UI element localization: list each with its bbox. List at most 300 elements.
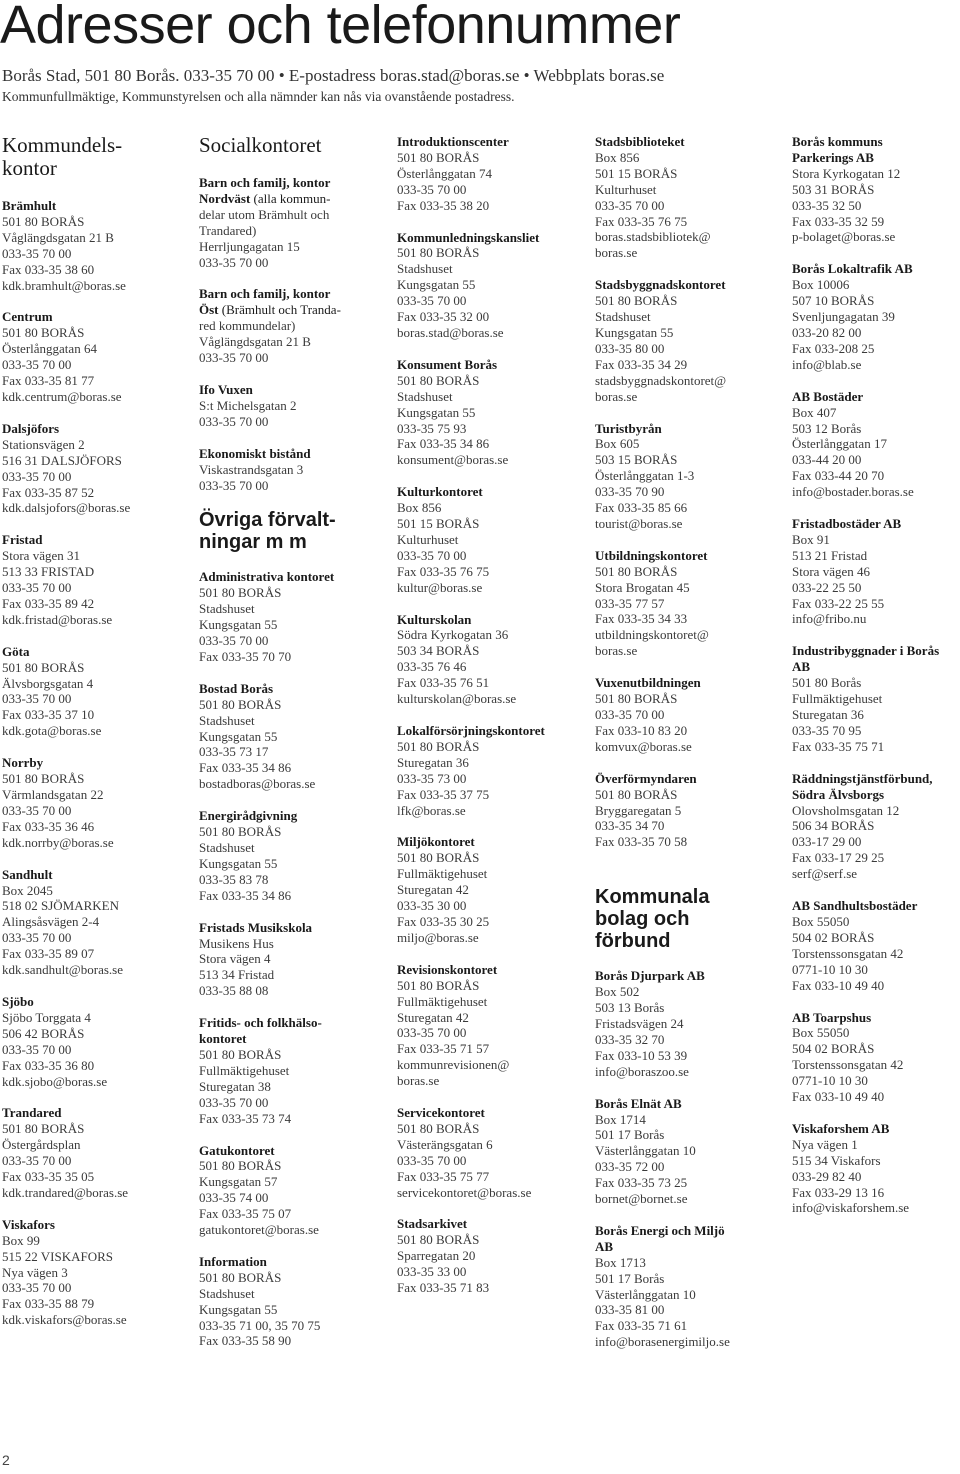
- email-link[interactable]: info@borasenergimiljo.se: [595, 1334, 730, 1350]
- address-line: 033-17 29 00: [792, 834, 862, 850]
- entry-name: Kulturskolan: [397, 611, 472, 627]
- section-title: Socialkontoret: [199, 133, 322, 157]
- address-line: Kungsgatan 55: [397, 277, 476, 293]
- entry-name-suffix: (alla kommun-: [250, 190, 331, 206]
- page-number: 2: [2, 1452, 10, 1468]
- address-line: 501 80 BORÅS: [397, 850, 480, 866]
- email-link[interactable]: boras.stad@boras.se: [397, 324, 504, 340]
- address-line: 501 15 BORÅS: [397, 516, 480, 532]
- address-line: Fristadsvägen 24: [595, 1015, 684, 1031]
- email-link[interactable]: serf@serf.se: [792, 866, 858, 882]
- column-bolag: [792, 134, 960, 1232]
- address-line: boras.se: [397, 1073, 440, 1089]
- address-line: Nya vägen 3: [2, 1264, 68, 1280]
- entry-name: Energirådgivning: [199, 808, 298, 824]
- address-line: Fax 033-35 76 75: [595, 213, 688, 229]
- email-link[interactable]: kdk.dalsjofors@boras.se: [2, 500, 131, 516]
- address-line: Fax 033-35 71 61: [595, 1318, 688, 1334]
- address-line: 501 80 BORÅS: [397, 1120, 480, 1136]
- entry-name: Utbildningskontoret: [595, 547, 708, 563]
- email-link[interactable]: kdk.sandhult@boras.se: [2, 962, 124, 978]
- address-entry: [199, 808, 369, 903]
- address-line: Box 1714: [595, 1111, 646, 1127]
- page-title: Adresser och telefonnummer: [0, 0, 681, 55]
- address-line: Fax 033-35 70 70: [199, 648, 292, 664]
- address-line: 033-35 70 00: [2, 691, 72, 707]
- address-line: Box 55050: [792, 1025, 850, 1041]
- address-line: 501 80 BORÅS: [2, 1121, 85, 1137]
- address-line: Sturegatan 38: [199, 1078, 271, 1094]
- address-entry: [595, 675, 765, 755]
- address-line: Box 605: [595, 436, 640, 452]
- address-line: Fax 033-35 58 90: [199, 1333, 292, 1349]
- address-entry: [595, 968, 765, 1079]
- address-entry: [595, 134, 765, 261]
- entry-name: Brämhult: [2, 198, 57, 213]
- address-line: Fax 033-35 75 77: [397, 1168, 490, 1184]
- address-line: 501 80 BORÅS: [397, 149, 480, 165]
- address-line: 501 80 BORÅS: [199, 1269, 282, 1285]
- entry-name: Ifo Vuxen: [199, 381, 253, 397]
- email-link[interactable]: gatukontoret@boras.se: [199, 1222, 319, 1238]
- address-line: 501 80 BORÅS: [397, 977, 480, 993]
- address-line: 033-35 70 00: [199, 413, 269, 429]
- email-link[interactable]: p-bolaget@boras.se: [792, 229, 896, 245]
- entry-name: Information: [199, 1253, 267, 1269]
- address-line: Fax 033-29 13 16: [792, 1184, 885, 1200]
- entry-name: Fristads Musikskola: [199, 919, 313, 935]
- address-line: 033-44 20 00: [792, 452, 862, 468]
- entry-name: Borås Elnät AB: [595, 1095, 682, 1111]
- address-line: 516 31 DALSJÖFORS: [2, 452, 122, 468]
- address-entry: [199, 446, 369, 494]
- address-line: 501 80 BORÅS: [199, 1046, 282, 1062]
- address-line: Kungsgatan 55: [595, 324, 674, 340]
- address-entry: [792, 1010, 960, 1105]
- entry-name: AB Sandhultsbostäder: [792, 898, 918, 914]
- address-entry: [792, 898, 960, 993]
- address-entry: [397, 134, 567, 214]
- address-line: 033-35 70 00: [397, 293, 467, 309]
- address-line: Fullmäktigehuset: [397, 866, 488, 882]
- entry-name: Borås Djurpark AB: [595, 968, 705, 984]
- address-entry: [397, 1105, 567, 1200]
- address-line: 033-35 70 00: [397, 1152, 467, 1168]
- address-entry: [397, 723, 567, 818]
- entry-name: Räddningstjänstförbund, Södra Älvsborgs: [792, 770, 933, 802]
- address-line: 033-35 70 00: [199, 1094, 269, 1110]
- address-line: Sjöbo Torggata 4: [2, 1009, 91, 1025]
- address-line: 033-35 70 00: [397, 547, 467, 563]
- address-line: 033-35 70 00: [2, 1280, 72, 1296]
- address-line: Fullmäktigehuset: [397, 993, 488, 1009]
- address-line: 033-35 70 00: [397, 181, 467, 197]
- entry-name: Dalsjöfors: [2, 420, 60, 436]
- address-entry: [792, 389, 960, 500]
- address-line: Stadshuset: [199, 601, 255, 617]
- address-line: 033-35 70 00: [2, 580, 72, 596]
- address-line: Stadshuset: [199, 840, 255, 855]
- column-bibliotek-bolag: [595, 134, 765, 1366]
- address-line: Våglängdsgatan 21 B: [2, 229, 114, 245]
- address-entry: [199, 1254, 369, 1349]
- entry-name: Revisionskontoret: [397, 961, 498, 977]
- address-entry: [397, 484, 567, 595]
- address-line: Fax 033-35 76 75: [397, 563, 490, 579]
- column-socialkontoret: [199, 134, 369, 1365]
- address-line: 033-35 70 00: [595, 707, 665, 722]
- address-line: Trandared): [199, 222, 257, 238]
- address-line: 507 10 BORÅS: [792, 293, 875, 309]
- address-line: Stora vägen 4: [199, 951, 271, 967]
- email-link[interactable]: info@blab.se: [792, 356, 862, 372]
- address-line: Stadshuset: [595, 309, 651, 325]
- address-line: 033-35 70 00: [2, 468, 72, 484]
- address-line: 504 02 BORÅS: [792, 1041, 875, 1057]
- address-line: Fax 033-35 87 52: [2, 484, 95, 500]
- address-line: 513 21 Fristad: [792, 547, 868, 563]
- address-line: Fax 033-35 75 71: [792, 738, 885, 754]
- entry-name: AB Bostäder: [792, 388, 864, 404]
- entry-name: Borås Lokaltrafik AB: [792, 261, 913, 277]
- entry-name: Borås Energi och Miljö AB: [595, 1222, 725, 1254]
- address-entry: [199, 286, 369, 366]
- email-link[interactable]: boras.stadsbibliotek@: [595, 229, 711, 245]
- email-link[interactable]: kdk.viskafors@boras.se: [2, 1312, 127, 1328]
- address-entry: [199, 681, 369, 792]
- address-line: 033-35 75 93: [397, 420, 467, 436]
- contact-line: Borås Stad, 501 80 Borås. 033-35 70 00 • E-postadress boras.stad@boras.se • Webbplats boras.se: [2, 66, 665, 85]
- address-entry: [397, 612, 567, 707]
- address-line: delar utom Brämhult och: [199, 206, 330, 222]
- address-line: Box 502: [595, 984, 640, 1000]
- address-line: Box 1713: [595, 1254, 646, 1270]
- address-line: 513 34 Fristad: [199, 967, 275, 983]
- postal-note: Kommunfullmäktige, Kommunstyrelsen och alla nämnder kan nås via ovanstående postadress.: [2, 89, 515, 104]
- address-line: Stationsvägen 2: [2, 436, 85, 452]
- entry-name: Miljökontoret: [397, 834, 475, 850]
- address-line: Box 856: [595, 149, 640, 165]
- address-line: 033-35 34 70: [595, 818, 665, 834]
- address-line: 033-22 25 50: [792, 579, 862, 595]
- address-line: 033-35 70 00: [595, 197, 665, 213]
- entry-name: Öst (Brämhult och Tranda-: [199, 302, 341, 318]
- address-line: Kungsgatan 55: [397, 404, 476, 420]
- address-line: Stadshuset: [397, 261, 453, 277]
- address-line: Box 2045: [2, 882, 53, 898]
- address-line: 501 17 Borås: [595, 1127, 665, 1143]
- address-line: Stora vägen 31: [2, 548, 80, 564]
- address-line: 033-35 73 17: [199, 744, 269, 760]
- address-line: Värmlandsgatan 22: [2, 787, 104, 802]
- address-line: 501 80 BORÅS: [595, 786, 678, 802]
- address-line: Södra Kyrkogatan 36: [397, 627, 509, 643]
- email-link[interactable]: bostadboras@boras.se: [199, 776, 316, 792]
- email-link[interactable]: info@viskaforshem.se: [792, 1200, 910, 1216]
- address-line: Österlånggatan 64: [2, 341, 97, 357]
- address-entry: [792, 134, 960, 245]
- address-line: Box 856: [397, 500, 442, 516]
- address-line: 501 80 BORÅS: [397, 1232, 480, 1248]
- address-line: 033-35 70 90: [595, 484, 665, 500]
- address-line: 0771-10 10 30: [792, 961, 868, 977]
- address-line: 033-35 83 78: [199, 871, 269, 887]
- address-line: 501 80 BORÅS: [2, 771, 85, 787]
- email-link[interactable]: kdk.trandared@boras.se: [2, 1184, 129, 1200]
- address-line: Fax 033-35 34 29: [595, 356, 688, 372]
- address-line: 501 80 BORÅS: [397, 738, 480, 754]
- address-line: 503 31 BORÅS: [792, 181, 875, 197]
- address-line: Fax 033-35 30 25: [397, 913, 490, 929]
- email-link[interactable]: servicekontoret@boras.se: [397, 1184, 532, 1200]
- address-line: 515 34 Viskafors: [792, 1152, 881, 1168]
- entry-name: AB Toarpshus: [792, 1009, 872, 1025]
- address-line: Fax 033-35 34 33: [595, 611, 688, 627]
- email-link[interactable]: kulturskolan@boras.se: [397, 691, 517, 707]
- address-line: 033-20 82 00: [792, 324, 862, 340]
- entry-name: Gatukontoret: [199, 1142, 275, 1158]
- address-line: Sturegatan 36: [792, 707, 864, 722]
- address-line: 501 17 Borås: [595, 1270, 665, 1286]
- entry-name: Kulturkontoret: [397, 484, 483, 500]
- address-line: 033-29 82 40: [792, 1168, 862, 1184]
- address-line: Kungsgatan 55: [199, 1301, 278, 1317]
- email-link[interactable]: kultur@boras.se: [397, 579, 483, 595]
- address-line: Fax 033-35 34 86: [199, 887, 292, 903]
- address-entry: [2, 421, 172, 516]
- address-line: Fax 033-35 75 07: [199, 1206, 292, 1222]
- entry-name: Barn och familj, kontor: [199, 286, 331, 302]
- entry-name-suffix: (Brämhult och Tranda-: [218, 302, 341, 318]
- address-entry: [397, 834, 567, 945]
- email-link[interactable]: kdk.sjobo@boras.se: [2, 1073, 108, 1089]
- address-line: Kungsgatan 55: [199, 855, 278, 871]
- address-line: Fax 033-10 53 39: [595, 1047, 688, 1063]
- address-line: 033-35 30 00: [397, 898, 467, 914]
- address-line: 033-35 70 00: [2, 357, 72, 373]
- address-entry: [595, 771, 765, 851]
- address-line: Sparregatan 20: [397, 1248, 476, 1264]
- email-link[interactable]: utbildningskontoret@: [595, 627, 709, 643]
- entry-name: Lokalförsörjningskontoret: [397, 723, 545, 738]
- column-forvaltningar: [397, 134, 567, 1312]
- address-line: Kungsgatan 57: [199, 1174, 278, 1190]
- address-line: 515 22 VISKAFORS: [2, 1248, 114, 1264]
- address-entry: [2, 644, 172, 739]
- address-line: Stora vägen 46: [792, 563, 870, 579]
- address-line: Stora Brogatan 45: [595, 579, 690, 595]
- address-line: Västerlånggatan 10: [595, 1286, 696, 1302]
- email-link[interactable]: info@boraszoo.se: [595, 1063, 689, 1079]
- address-line: Stadshuset: [199, 712, 255, 728]
- address-line: boras.se: [595, 245, 638, 261]
- address-line: 501 80 BORÅS: [199, 585, 282, 601]
- address-line: 033-35 74 00: [199, 1190, 269, 1206]
- address-line: 506 42 BORÅS: [2, 1025, 85, 1041]
- address-line: 501 80 BORÅS: [595, 563, 678, 579]
- email-link[interactable]: tourist@boras.se: [595, 515, 683, 531]
- email-link[interactable]: kdk.bramhult@boras.se: [2, 277, 126, 293]
- email-link[interactable]: konsument@boras.se: [397, 452, 509, 468]
- entry-name: Sjöbo: [2, 993, 34, 1009]
- address-entry: [595, 1223, 765, 1350]
- address-line: Fax 033-35 32 59: [792, 213, 885, 229]
- address-line: Fullmäktigehuset: [792, 691, 883, 707]
- entry-name: Kommunledningskansliet: [397, 229, 540, 245]
- entry-name: Vuxenutbildningen: [595, 675, 701, 691]
- address-line: 503 34 BORÅS: [397, 643, 480, 659]
- address-line: 501 80 BORÅS: [2, 325, 85, 341]
- entry-name: Göta: [2, 643, 30, 659]
- address-line: Torstenssonsgatan 42: [792, 945, 904, 961]
- address-line: Torstenssonsgatan 42: [792, 1057, 904, 1073]
- address-line: 033-35 70 00: [199, 254, 269, 270]
- address-entry: [199, 1015, 369, 1126]
- address-line: Fax 033-10 49 40: [792, 1089, 885, 1105]
- address-line: Bryggaregatan 5: [595, 802, 682, 818]
- address-entry: [2, 198, 172, 293]
- section-title: Kommunala bolag och förbund: [595, 886, 710, 953]
- address-entry: [792, 261, 960, 372]
- address-entry: [397, 962, 567, 1089]
- email-link[interactable]: info@fribo.nu: [792, 611, 867, 627]
- address-line: Fax 033-10 49 40: [792, 977, 885, 993]
- email-link[interactable]: stadsbyggnadskontoret@: [595, 372, 727, 388]
- address-line: Svenljungagatan 39: [792, 309, 895, 325]
- address-line: boras.se: [595, 643, 638, 659]
- address-entry: [397, 1216, 567, 1296]
- entry-name: Turistbyrån: [595, 420, 662, 436]
- address-line: Fax 033-35 38 60: [2, 261, 95, 277]
- address-line: 513 33 FRISTAD: [2, 564, 95, 580]
- entry-name: Industribyggnader i Borås AB: [792, 643, 940, 675]
- address-line: Fax 033-208 25: [792, 340, 875, 356]
- spacer: [595, 866, 765, 886]
- entry-name: Centrum: [2, 309, 53, 325]
- address-entry: [792, 643, 960, 754]
- address-line: red kommundelar): [199, 318, 296, 334]
- address-entry: [792, 771, 960, 882]
- address-entry: [595, 421, 765, 532]
- address-line: Fax 033-35 34 86: [397, 436, 490, 452]
- email-link[interactable]: komvux@boras.se: [595, 738, 692, 754]
- address-line: Fax 033-35 89 42: [2, 595, 95, 611]
- address-line: Fax 033-35 73 74: [199, 1110, 292, 1126]
- email-link[interactable]: kdk.gota@boras.se: [2, 723, 102, 739]
- address-entry: [792, 516, 960, 627]
- address-line: Fax 033-35 85 66: [595, 500, 688, 516]
- entry-name: Servicekontoret: [397, 1105, 485, 1121]
- address-entry: [2, 1105, 172, 1200]
- section-title: Kommundels- kontor: [2, 133, 123, 180]
- address-line: 033-35 70 00: [2, 1041, 72, 1057]
- email-link[interactable]: kdk.fristad@boras.se: [2, 611, 113, 627]
- entry-name: Ekonomiskt bistånd: [199, 445, 311, 461]
- address-line: 033-35 72 00: [595, 1159, 665, 1175]
- address-line: boras.se: [595, 388, 638, 404]
- address-entry: [199, 920, 369, 1000]
- address-line: 033-35 32 70: [595, 1031, 665, 1047]
- address-line: Box 407: [792, 404, 837, 420]
- entry-name: Fritids- och folkhälso- kontoret: [199, 1015, 322, 1047]
- email-link[interactable]: info@bostader.boras.se: [792, 484, 914, 500]
- address-line: Fax 033-35 70 58: [595, 834, 688, 850]
- address-line: 503 15 BORÅS: [595, 452, 678, 468]
- email-link[interactable]: lfk@boras.se: [397, 802, 466, 818]
- address-line: Stora Kyrkogatan 12: [792, 165, 901, 181]
- address-line: 033-35 33 00: [397, 1264, 467, 1280]
- address-line: Fax 033-35 71 57: [397, 1041, 490, 1057]
- address-entry: [2, 994, 172, 1089]
- address-line: 501 80 BORÅS: [199, 696, 282, 712]
- address-line: 501 15 BORÅS: [595, 165, 678, 181]
- address-line: 033-35 70 00: [2, 802, 72, 818]
- entry-name: Introduktionscenter: [397, 134, 509, 149]
- address-line: 033-35 32 50: [792, 197, 862, 213]
- address-line: Fax 033-35 89 07: [2, 946, 95, 962]
- address-line: 033-35 70 00: [2, 1153, 72, 1169]
- address-line: Fax 033-22 25 55: [792, 595, 885, 611]
- address-line: 033-35 70 00: [397, 1025, 467, 1041]
- address-line: Olovsholmsgatan 12: [792, 802, 900, 818]
- entry-name: Borås kommuns Parkerings AB: [792, 134, 883, 165]
- address-entry: [397, 230, 567, 341]
- entry-name: Viskaforshem AB: [792, 1120, 890, 1136]
- address-line: Box 91: [792, 531, 830, 547]
- address-line: Fax 033-35 88 79: [2, 1296, 95, 1312]
- email-link[interactable]: kdk.norrby@boras.se: [2, 834, 114, 850]
- address-entry: [2, 1217, 172, 1328]
- address-line: 033-35 88 08: [199, 983, 269, 999]
- address-line: 033-35 76 46: [397, 659, 467, 675]
- entry-name: Överförmyndaren: [595, 770, 697, 786]
- email-link[interactable]: miljo@boras.se: [397, 929, 479, 945]
- entry-name: Administrativa kontoret: [199, 569, 335, 585]
- email-link[interactable]: bornet@bornet.se: [595, 1191, 688, 1207]
- address-line: Kulturhuset: [595, 181, 657, 197]
- address-line: 501 80 BORÅS: [199, 1158, 282, 1174]
- address-line: Box 99: [2, 1232, 40, 1248]
- address-line: 033-35 73 00: [397, 770, 467, 786]
- address-line: 501 80 BORÅS: [595, 691, 678, 707]
- entry-name: Stadsbyggnadskontoret: [595, 277, 726, 293]
- address-line: 033-35 81 00: [595, 1302, 665, 1318]
- address-line: Sturegatan 42: [397, 1009, 469, 1025]
- address-line: Våglängdsgatan 21 B: [199, 334, 311, 350]
- address-line: 033-35 77 57: [595, 595, 665, 611]
- address-line: Fax 033-35 37 75: [397, 786, 490, 802]
- address-line: Alingsåsvägen 2-4: [2, 914, 100, 930]
- address-entry: [199, 569, 369, 664]
- address-entry: [397, 357, 567, 468]
- address-line: Älvsborgsgatan 4: [2, 675, 94, 691]
- address-entry: [595, 548, 765, 659]
- address-line: Sturegatan 42: [397, 882, 469, 898]
- address-line: Nya vägen 1: [792, 1136, 858, 1152]
- email-link[interactable]: kdk.centrum@boras.se: [2, 388, 122, 404]
- address-line: 033-35 70 00: [2, 930, 72, 946]
- address-line: 033-35 70 00: [2, 245, 72, 261]
- email-link[interactable]: kommunrevisionen@: [397, 1057, 510, 1073]
- address-entry: [2, 532, 172, 627]
- address-line: Fax 033-35 81 77: [2, 373, 95, 389]
- address-line: 501 80 Borås: [792, 675, 862, 691]
- address-line: Herrljungagatan 15: [199, 238, 300, 254]
- address-line: Viskastrandsgatan 3: [199, 461, 304, 477]
- column-kommundelskontor: [2, 134, 172, 1344]
- address-line: Fax 033-35 71 83: [397, 1280, 490, 1296]
- address-line: Fax 033-35 73 25: [595, 1175, 688, 1191]
